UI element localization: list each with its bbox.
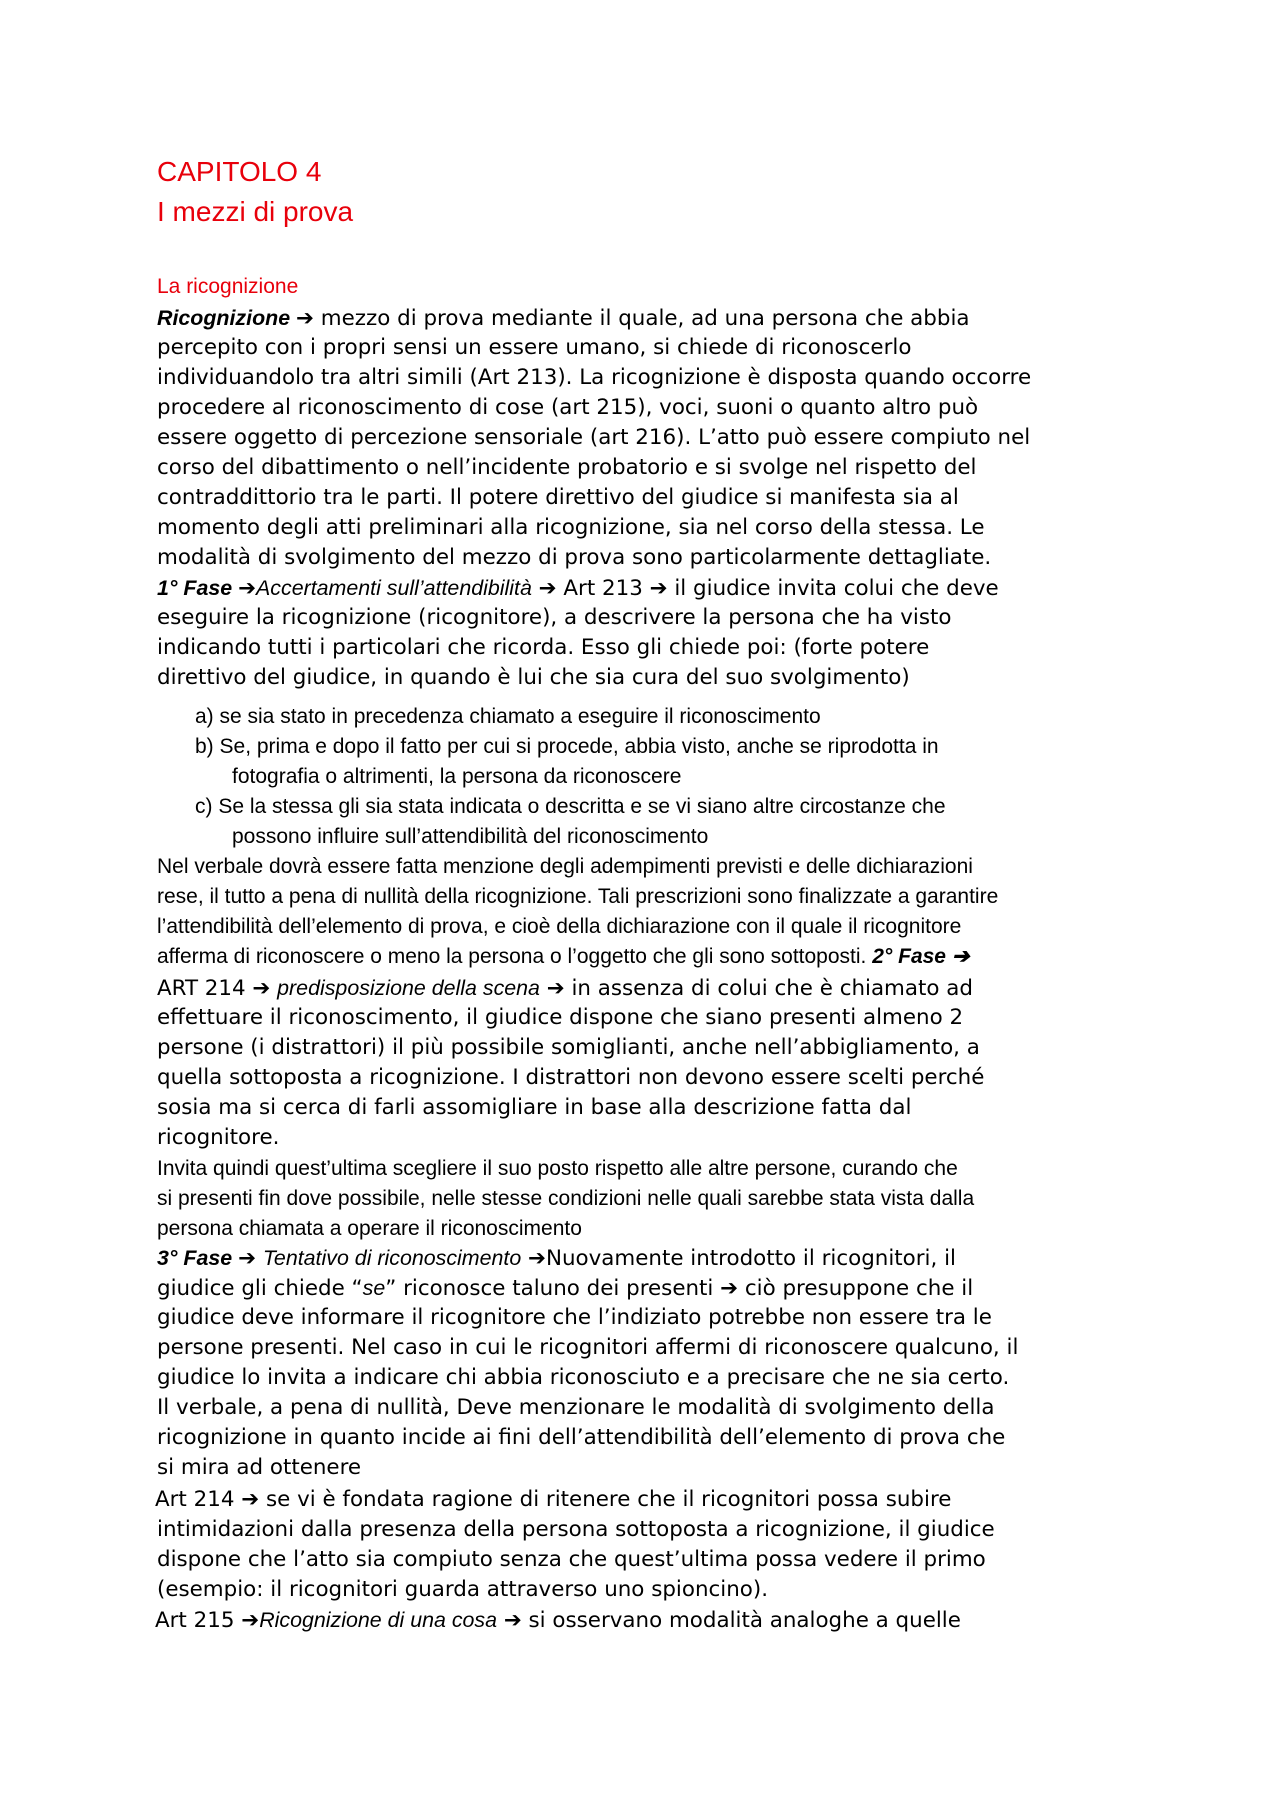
paragraph-line: indicando tutti i particolari che ricorda. Esso gli chiede poi: (forte potere bbox=[157, 635, 930, 660]
phase-1-line: 1° Fase ➔Accertamenti sull’attendibilità ➔ Art 213 ➔ il giudice invita colui che deve bbox=[157, 576, 999, 601]
phase-2-label: 2° Fase ➔ bbox=[872, 945, 970, 968]
phase-2-line: afferma di riconoscere o meno la persona o l’oggetto che gli sono sottoposti. 2° Fase ➔ bbox=[157, 945, 970, 968]
paragraph-line: si mira ad ottenere bbox=[157, 1455, 362, 1480]
paragraph-line: effettuare il riconoscimento, il giudice dispone che siano presenti almeno 2 bbox=[157, 1005, 964, 1030]
paragraph-line: giudice gli chiede “se” riconosce taluno dei presenti ➔ ciò presuppone che il bbox=[157, 1276, 974, 1301]
paragraph-line: Ricognizione ➔ mezzo di prova mediante il quale, ad una persona che abbia bbox=[157, 306, 970, 331]
paragraph-line: rese, il tutto a pena di nullità della ricognizione. Tali prescrizioni sono finalizzate a garantire bbox=[157, 885, 999, 908]
paragraph-line: persona chiamata a operare il riconoscimento bbox=[157, 1217, 582, 1240]
paragraph-line: individuandolo tra altri simili (Art 213). La ricognizione è disposta quando occorre bbox=[157, 365, 1032, 390]
paragraph-line: giudice deve informare il ricognitore che l’indiziato potrebbe non essere tra le bbox=[157, 1305, 992, 1330]
arrow-icon: ➔ bbox=[521, 1246, 546, 1271]
paragraph-line: Il verbale, a pena di nullità, Deve menzionare le modalità di svolgimento della bbox=[157, 1395, 995, 1420]
paragraph-line: corso del dibattimento o nell’incidente probatorio e si svolge nel rispetto del bbox=[157, 455, 977, 480]
paragraph-line: procedere al riconoscimento di cose (art 215), voci, suoni o quanto altro può bbox=[157, 395, 979, 420]
phase-3-line: 3° Fase ➔ Tentativo di riconoscimento ➔Nuovamente introdotto il ricognitori, il bbox=[157, 1246, 956, 1271]
paragraph-line: Nel verbale dovrà essere fatta menzione degli adempimenti previsti e delle dichiarazioni bbox=[157, 855, 973, 878]
paragraph-line: persone (i distrattori) il più possibile somiglianti, anche nell’abbigliamento, a bbox=[157, 1035, 980, 1060]
arrow-icon: ➔ bbox=[238, 576, 257, 601]
chapter-title: I mezzi di prova bbox=[157, 196, 354, 227]
section-title: La ricognizione bbox=[157, 275, 299, 298]
paragraph-line: modalità di svolgimento del mezzo di prova sono particolarmente dettagliate. bbox=[157, 545, 992, 570]
paragraph-line: quella sottoposta a ricognizione. I distrattori non devono essere scelti perché bbox=[157, 1065, 985, 1090]
paragraph-line: ricognitore. bbox=[157, 1125, 280, 1150]
list-item-c-continued: possono influire sull’attendibilità del riconoscimento bbox=[232, 825, 709, 848]
arrow-icon: ➔ bbox=[241, 1608, 260, 1633]
paragraph-line: (esempio: il ricognitori guarda attraverso uno spioncino). bbox=[157, 1577, 769, 1602]
paragraph-line: giudice lo invita a indicare chi abbia riconosciuto e a precisare che ne sia certo. bbox=[157, 1365, 1010, 1390]
paragraph-line: essere oggetto di percezione sensoriale (art 216). L’atto può essere compiuto nel bbox=[157, 425, 1031, 450]
paragraph-line: eseguire la ricognizione (ricognitore), a descrivere la persona che ha visto bbox=[157, 605, 952, 630]
arrow-icon: ➔ bbox=[296, 306, 314, 331]
paragraph-line: direttivo del giudice, in quando è lui che sia cura del suo svolgimento) bbox=[157, 665, 910, 690]
list-item-b: b) Se, prima e dopo il fatto per cui si procede, abbia visto, anche se riprodotta in bbox=[195, 735, 939, 758]
phase-2-title: predisposizione della scena bbox=[277, 976, 540, 1000]
list-item-c: c) Se la stessa gli sia stata indicata o descritta e se vi siano altre circostanze che bbox=[195, 795, 946, 818]
paragraph-line: si presenti fin dove possibile, nelle stesse condizioni nelle quali sarebbe stata vista dalla bbox=[157, 1187, 975, 1210]
paragraph-line: percepito con i propri sensi un essere umano, si chiede di riconoscerlo bbox=[157, 335, 912, 360]
paragraph-line: dispone che l’atto sia compiuto senza che quest’ultima possa vedere il primo bbox=[157, 1547, 986, 1572]
paragraph-line: Invita quindi quest’ultima scegliere il suo posto rispetto alle altre persone, curando che bbox=[157, 1157, 958, 1180]
paragraph-line: persone presenti. Nel caso in cui le ricognitori affermi di riconoscere qualcuno, il bbox=[157, 1335, 1019, 1360]
art-214-line: Art 214 ➔ se vi è fondata ragione di ritenere che il ricognitori possa subire bbox=[155, 1487, 952, 1512]
term-ricognizione: Ricognizione bbox=[157, 306, 297, 330]
paragraph-line: sosia ma si cerca di farli assomigliare in base alla descrizione fatta dal bbox=[157, 1095, 912, 1120]
paragraph-line: momento degli atti preliminari alla ricognizione, sia nel corso della stessa. Le bbox=[157, 515, 985, 540]
paragraph-line: contraddittorio tra le parti. Il potere direttivo del giudice si manifesta sia al bbox=[157, 485, 959, 510]
phase-3-title: Tentativo di riconoscimento bbox=[262, 1246, 522, 1270]
phase-1-label: 1° Fase bbox=[157, 576, 239, 600]
list-item-b-continued: fotografia o altrimenti, la persona da riconoscere bbox=[232, 765, 682, 788]
paragraph-line: ART 214 ➔ predisposizione della scena ➔ in assenza di colui che è chiamato ad bbox=[157, 976, 973, 1001]
paragraph-line: ricognizione in quanto incide ai fini dell’attendibilità dell’elemento di prova che bbox=[157, 1425, 1006, 1450]
paragraph-line: l’attendibilità dell’elemento di prova, e cioè della dichiarazione con il quale il ricognitore bbox=[157, 915, 962, 938]
phase-1-title: Accertamenti sull’attendibilità bbox=[256, 576, 532, 600]
list-item-a: a) se sia stato in precedenza chiamato a eseguire il riconoscimento bbox=[195, 705, 821, 728]
chapter-number: CAPITOLO 4 bbox=[157, 156, 322, 187]
phase-3-label: 3° Fase bbox=[157, 1246, 239, 1270]
paragraph-line: intimidazioni dalla presenza della persona sottoposta a ricognizione, il giudice bbox=[157, 1517, 995, 1542]
art-215-line: Art 215 ➔Ricognizione di una cosa ➔ si osservano modalità analoghe a quelle bbox=[155, 1608, 961, 1633]
art-215-title: Ricognizione di una cosa bbox=[259, 1608, 498, 1632]
